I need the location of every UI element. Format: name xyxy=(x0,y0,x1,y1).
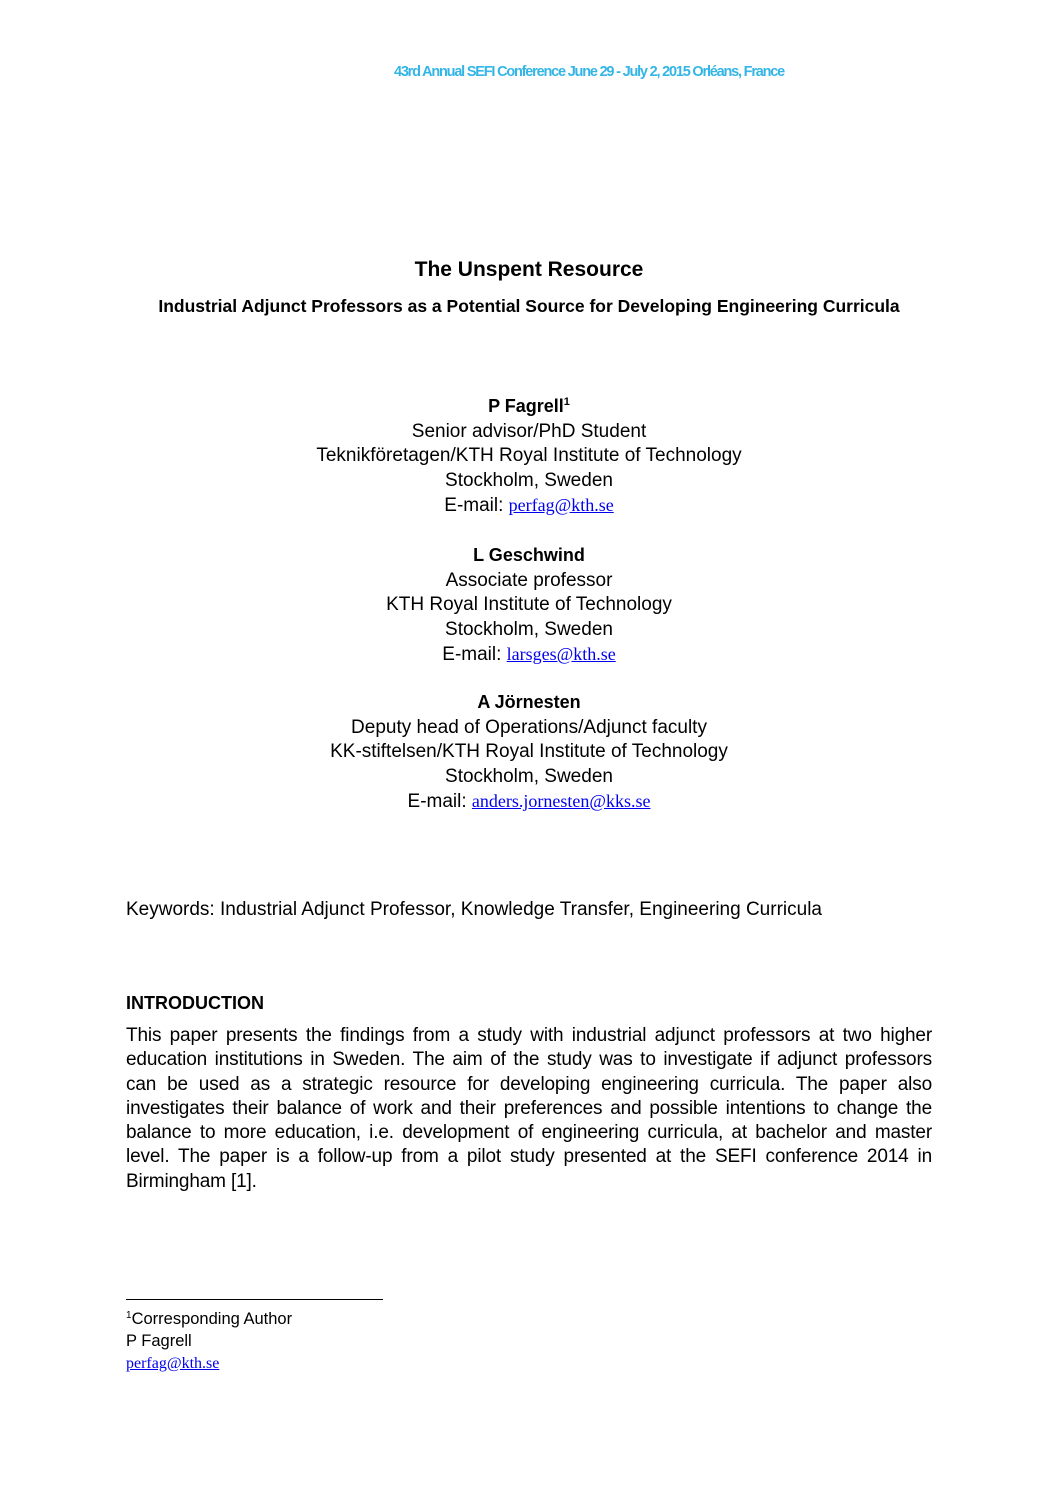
author-email-link[interactable]: anders.jornesten@kks.se xyxy=(471,791,651,811)
author-affiliation: KTH Royal Institute of Technology xyxy=(386,594,672,615)
email-prefix: E-mail: xyxy=(444,495,509,516)
footnote-label: Corresponding Author xyxy=(131,1310,293,1328)
author-email-link[interactable]: larsges@kth.se xyxy=(506,644,616,664)
footnote-mark: 1 xyxy=(563,396,570,408)
footnote-label-line xyxy=(126,1308,292,1330)
author-email-line xyxy=(0,493,1058,519)
author-location: Stockholm, Sweden xyxy=(445,765,613,787)
email-prefix: E-mail: xyxy=(407,791,472,812)
paper-title: The Unspent Resource xyxy=(414,258,644,281)
paper-subtitle: Industrial Adjunct Professors as a Potential Source for Developing Engineering Curricula xyxy=(158,296,900,316)
author-location: Stockholm, Sweden xyxy=(445,469,613,491)
author-location: Stockholm, Sweden xyxy=(445,618,613,640)
author-role: Deputy head of Operations/Adjunct faculty xyxy=(351,716,707,738)
footnote-mark: 1 xyxy=(126,1310,132,1321)
author-block-2 xyxy=(0,543,1058,668)
footnote-name: P Fagrell xyxy=(126,1332,192,1350)
author-name: P Fagrell$^1$ xyxy=(488,396,570,416)
footnote xyxy=(126,1308,292,1375)
author-email-link[interactable]: perfag@kth.se xyxy=(508,495,614,515)
author-role: Associate professor xyxy=(445,569,613,591)
introduction-paragraph: This paper presents the findings from a study with industrial adjunct professors at two higher education institutions in Sweden. The aim of the study was to investigate if adjunct professors can be used as a strategic resource for developing engineering curricula. The paper also investigates their balance of work and their preferences and possible intentions to change the balance to more education, i.e. development of engineering curricula, at bachelor and master level. The paper is a follow-up from a pilot study presented at the SEFI conference 2014 in Birmingham [1]. xyxy=(126,1025,932,1192)
footnote-divider xyxy=(126,1299,383,1300)
section-heading-introduction: INTRODUCTION xyxy=(126,993,264,1013)
author-name: A Jörnesten xyxy=(477,692,581,712)
author-block-3 xyxy=(0,690,1058,815)
conference-header: 43rd Annual SEFI Conference June 29 - July 2, 2015 Orléans, France xyxy=(393,64,785,80)
author-affiliation: Teknikföretagen/KTH Royal Institute of Technology xyxy=(316,445,742,466)
author-affiliation: KK-stiftelsen/KTH Royal Institute of Technology xyxy=(330,741,728,762)
email-prefix: E-mail: xyxy=(442,644,507,665)
keywords: Keywords: Industrial Adjunct Professor, Knowledge Transfer, Engineering Curricula xyxy=(126,899,822,920)
footnote-email-link[interactable]: perfag@kth.se xyxy=(126,1355,220,1372)
author-name: L Geschwind xyxy=(473,545,585,565)
author-role: Senior advisor/PhD Student xyxy=(411,420,647,442)
author-email-line xyxy=(0,789,1058,815)
author-email-line xyxy=(0,642,1058,668)
author-block-1 xyxy=(0,394,1058,519)
